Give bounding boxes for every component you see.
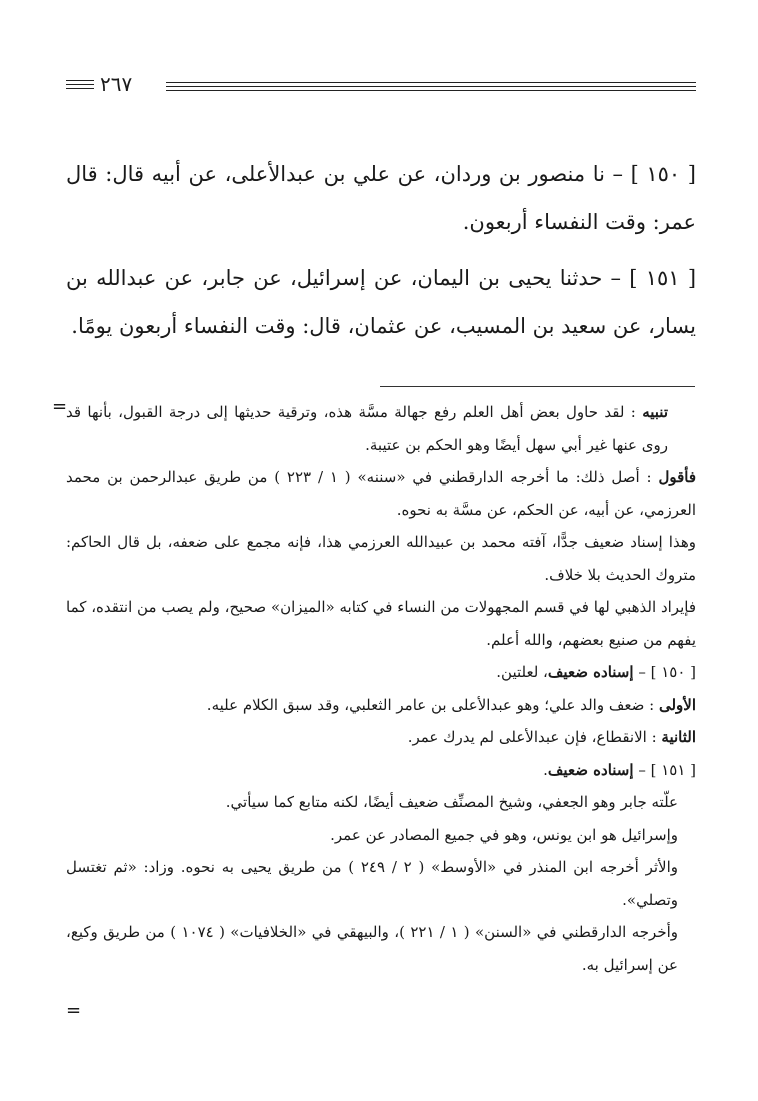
second-label: الثانية: [661, 728, 696, 746]
note-151-rest: .: [543, 760, 548, 779]
isnad-note: وهذا إسناد ضعيف جدًّا، آفته محمد بن عبيدالله العرزمي هذا، فإنه مجمع على ضعفه، بل قال الحاكم: متروك الحديث بلا خلاف.: [66, 533, 696, 584]
hadith-150: [ ١٥٠ ] – نا منصور بن وردان، عن علي بن عبدالأعلى، عن أبيه قال: قال عمر: وقت النفساء أربعون.: [66, 162, 696, 234]
dhahabi-note: فإيراد الذهبي لها في قسم المجهولات من النساء في كتابه «الميزان» صحيح، ولم يصب من انتقده، كما يفهم من صنيع بعضهم، والله أعلم.: [66, 598, 696, 649]
continuation-mark: =: [66, 1000, 82, 1021]
header-left-lines: [66, 80, 94, 92]
second-reason: [66, 721, 696, 754]
tanbih-label: تنبيه: [642, 403, 668, 421]
note-150: [66, 656, 696, 689]
daraqutni-note: وأخرجه الدارقطني في «السنن» ( ١ / ٢٢١ )، والبيهقي في «الخلافيات» ( ١٠٧٤ ) من طريق وكيع، عن إسرائيل به.: [66, 923, 679, 974]
aqul-text: : أصل ذلك: ما أخرجه الدارقطني في «سننه» ( ١ / ٢٢٣ ) من طريق عبدالرحمن بن محمد العرزمي، عن أبيه، عن الحكم، عن مسَّة به نحوه.: [66, 468, 696, 519]
tanbih-note: [66, 396, 696, 461]
page-header: [66, 74, 696, 94]
note-151-grade: إسناده ضعيف: [547, 760, 634, 779]
main-text: [66, 150, 696, 350]
aqul-note: [66, 461, 696, 526]
footnotes: [66, 396, 696, 981]
note-150-rest: ، لعلتين.: [496, 663, 548, 681]
footnote-divider: [380, 386, 695, 387]
header-rule: [166, 86, 696, 87]
athar-note: والأثر أخرجه ابن المنذر في «الأوسط» ( ٢ / ٢٤٩ ) من طريق يحيى به نحوه. وزاد: «ثم تغتسل وتصلي».: [66, 858, 678, 909]
hadith-151: [ ١٥١ ] – حدثنا يحيى بن اليمان، عن إسرائيل، عن جابر، عن عبدالله بن يسار، عن سعيد بن المسيب، عن عثمان، قال: وقت النفساء أربعون يومًا.: [66, 266, 697, 338]
note-151-number: [ ١٥١ ] –: [638, 760, 696, 779]
header-rule: [166, 90, 696, 91]
note-150-grade: إسناده ضعيف: [547, 663, 634, 681]
second-text: : الانقطاع، فإن عبدالأعلى لم يدرك عمر.: [407, 728, 657, 746]
first-text: : ضعف والد علي؛ وهو عبدالأعلى بن عامر الثعلبي، وقد سبق الكلام عليه.: [206, 695, 655, 714]
jabir-note: علّته جابر وهو الجعفي، وشيخ المصنِّف ضعيف أيضًا، لكنه متابع كما سيأتي.: [225, 793, 678, 811]
page-number: ٢٦٧: [96, 72, 136, 96]
header-rule: [166, 82, 696, 83]
note-151: [66, 754, 696, 787]
aqul-label: فأقول: [658, 468, 696, 486]
tanbih-text: : لقد حاول بعض أهل العلم رفع جهالة مسَّة هذه، وترقية حديثها إلى درجة القبول، بأنها قد روى عنها غير أبي سهل أيضًا وهو الحكم بن عتيبة.: [66, 403, 668, 454]
first-label: الأولى: [658, 695, 696, 714]
note-150-number: [ ١٥٠ ] –: [638, 663, 696, 681]
continuation-mark: =: [52, 396, 68, 417]
israil-note: وإسرائيل هو ابن يونس، وهو في جميع المصادر عن عمر.: [330, 825, 678, 844]
first-reason: [66, 689, 696, 722]
